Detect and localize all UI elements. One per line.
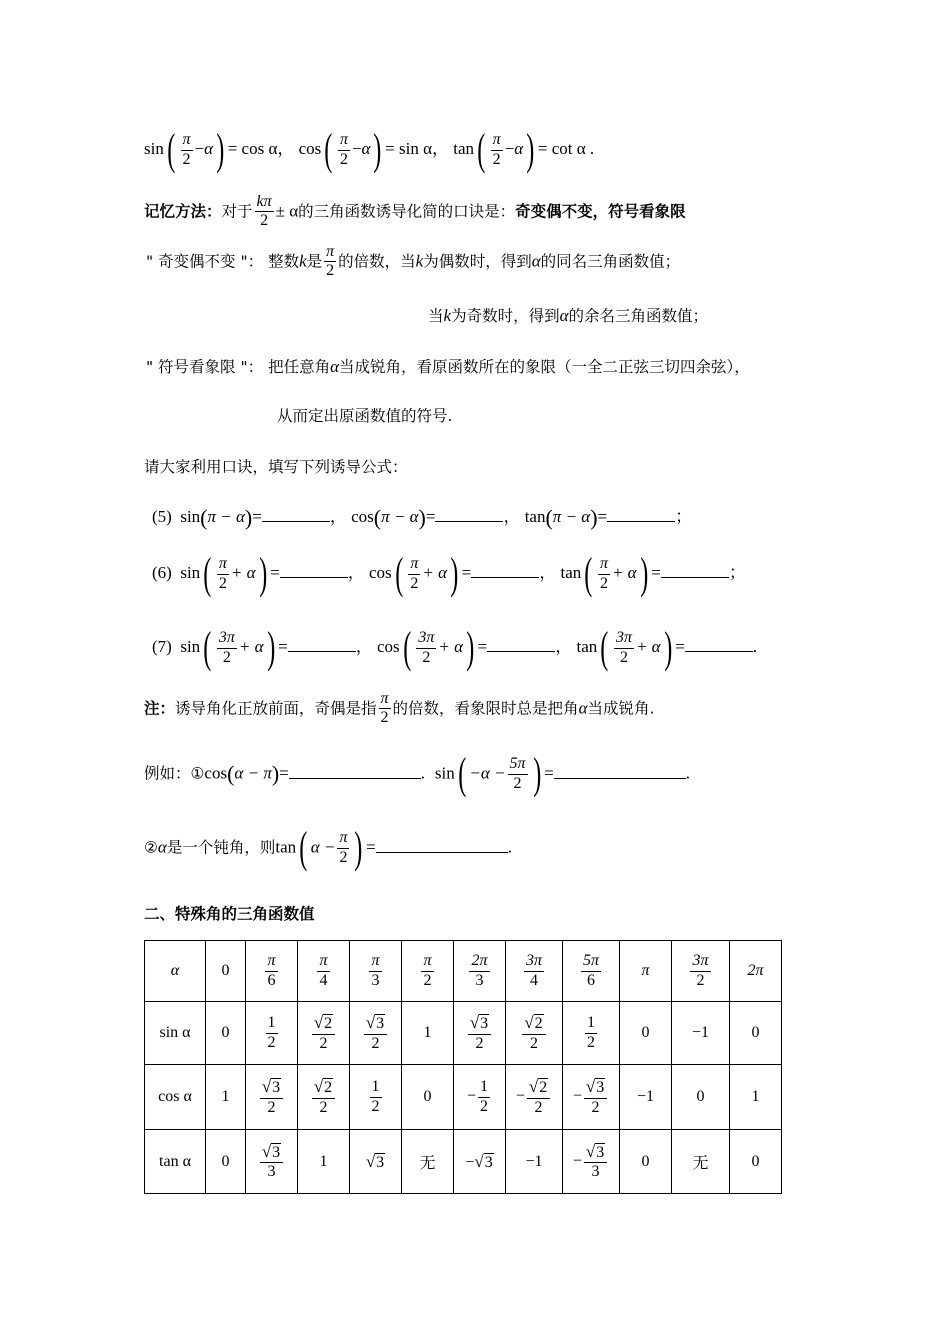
e3-blank[interactable] (376, 851, 508, 853)
table-row-cos (145, 1065, 782, 1130)
note-text3: 当成锐角. (587, 699, 655, 718)
ex6-sin: sin (180, 562, 201, 582)
cell-tan-3pi2: 无 (672, 1130, 730, 1194)
note-text1: 诱导角化正放前面，奇偶是指 (175, 699, 377, 718)
memory-text1: 对于 (221, 202, 253, 221)
cell-tan-2pi3: −√3 (454, 1130, 506, 1194)
cell-cos-pi: −1 (620, 1065, 672, 1130)
ex6-tail-3: + α (611, 562, 637, 582)
alpha-var-3: α (330, 357, 340, 376)
alpha-var-2: α (559, 306, 569, 325)
odd-even-line2 (428, 304, 950, 326)
cell-sin-2pi3: $\frac{√3}{2}$ (454, 1002, 506, 1065)
ex5-label: (5) (152, 507, 172, 526)
e3-eq: = (366, 837, 376, 857)
exercise-7: (7) sin( $\frac{3\pi}{2}$ + α) = ， cos( $\frac{3\pi}{2}$ + α) = ， tan( $\frac{3\pi}{2}$ + α) = . (152, 623, 758, 672)
e1-func: cos (204, 763, 228, 783)
e2-eq: = (544, 763, 554, 783)
ex7-cos: cos (377, 636, 400, 656)
exercise-intro: 请大家利用口诀，填写下列诱导公式： (144, 458, 408, 476)
ex7-den-1: 2 (222, 648, 231, 666)
cell-sin-pi: 0 (620, 1002, 672, 1065)
cell-h-2pi: 2π (730, 941, 782, 1002)
e2-num: 5π (508, 755, 528, 774)
table-row-sin (145, 1002, 782, 1065)
f1-rhs: = cos α (227, 138, 278, 158)
cell-cos-2pi3: − $\frac{1}{2}$ (454, 1065, 506, 1130)
memory-label: 记忆方法： (144, 202, 222, 221)
section-title: 二、特殊角的三角函数值 (144, 905, 315, 923)
f3-var: α (514, 138, 524, 158)
k-var-2: k (415, 251, 424, 271)
ex5-arg-1: π − α (207, 507, 245, 526)
note-alpha: α (578, 698, 588, 718)
ex5-cos: cos (351, 507, 374, 526)
f2-rhs: = sin α (385, 138, 432, 158)
ex6-cos: cos (369, 562, 392, 582)
example-line-1: 例如：①cos(α − π)= . sin( −α − $\frac{5\pi}{2}$ ) = . (144, 749, 691, 798)
f2-op: − (351, 138, 362, 158)
ex7-tail-2: + α (438, 636, 463, 656)
ex5-end: ； (675, 507, 693, 526)
e3-text: 是一个钝角，则 (166, 838, 276, 857)
e2-den: 2 (513, 774, 522, 792)
cell-cos-3pi2: 0 (672, 1065, 730, 1130)
ex6-blank-2[interactable] (471, 576, 539, 578)
ex7-end: . (752, 636, 758, 656)
odd-even-frac-den: 2 (326, 262, 335, 280)
e1-eq: = (279, 763, 289, 783)
ex7-blank-2[interactable] (487, 650, 555, 652)
ex7-num-1: 3π (217, 629, 237, 648)
special-angle-table (144, 940, 782, 1194)
e1-dot: . (420, 763, 426, 783)
sign-line (146, 355, 950, 377)
example-line-2: ②α是一个钝角，则tan( α − $\frac{\pi}{2}$ ) = . (144, 823, 512, 872)
sign-label: " 符号看象限 "： (146, 358, 264, 376)
intro-end: . (589, 138, 595, 158)
cell-h-2pi3: $\frac{2\pi}{3}$ (454, 941, 506, 1002)
ex7-tail-1: + α (238, 636, 264, 656)
cell-cos-pi2: 0 (402, 1065, 454, 1130)
cell-tan-pi2: 无 (402, 1130, 454, 1194)
f2-den: 2 (339, 150, 348, 168)
ex5-blank-2[interactable] (435, 520, 503, 522)
odd-even-l2b: 为奇数时，得到 (451, 307, 560, 325)
ex6-blank-3[interactable] (661, 576, 729, 578)
ex7-tan: tan (576, 636, 598, 656)
cell-sin-pi2: 1 (402, 1002, 454, 1065)
sep-2: ， (431, 138, 449, 158)
note-frac-den: 2 (380, 709, 389, 727)
cell-sin-0: 0 (206, 1002, 246, 1065)
f1-var: α (204, 138, 214, 158)
k-var-1: k (299, 251, 307, 271)
ex6-den-2: 2 (410, 574, 419, 592)
ex5-sin: sin (180, 507, 201, 526)
cell-tan-pi6: $\frac{√3}{3}$ (246, 1130, 298, 1194)
ex6-label: (6) (152, 562, 172, 582)
note-label: 注： (144, 699, 176, 718)
odd-even-line (146, 243, 950, 281)
sign-text2: 当成锐角，看原函数所在的象限（一全二正弦三切四余弦）， (339, 358, 750, 376)
memory-text2: 的三角函数诱导化简的口诀是： (298, 202, 516, 221)
cell-cos-pi6: $\frac{√3}{2}$ (246, 1065, 298, 1130)
e3-alpha: α (157, 837, 167, 857)
ex6-num-1: π (217, 555, 229, 574)
example-label: 例如： (144, 764, 191, 783)
ex7-blank-3[interactable] (685, 650, 753, 652)
intro-formulas: sin( $\frac{\pi}{2}$ −α) = cos α， cos( $\frac{\pi}{2}$ −α) = sin α， tan( $\frac{\pi}{2}$ −α) = cot α . (144, 125, 595, 174)
ex7-num-3: 3π (614, 629, 634, 648)
cell-h-0: 0 (206, 941, 246, 1002)
odd-even-text4: 为偶数时，得到 (423, 252, 532, 271)
cell-cos-label: cos α (145, 1065, 206, 1130)
memory-method (144, 193, 950, 231)
odd-even-text2: 是 (306, 252, 323, 271)
ex6-den-1: 2 (218, 574, 227, 592)
memory-pm: ± α (275, 201, 299, 221)
e2-dot: . (685, 763, 691, 783)
cell-h-pi2: $\frac{\pi}{2}$ (402, 941, 454, 1002)
ex7-den-3: 2 (619, 648, 628, 666)
f3-den: 2 (492, 150, 501, 168)
k-var-3: k (443, 306, 452, 325)
odd-even-text1: 整数 (268, 252, 300, 271)
sign-text1: 把任意角 (268, 358, 331, 376)
odd-even-text5: 的同名三角函数值； (540, 252, 681, 271)
f2-func: cos (298, 138, 322, 158)
e2-blank[interactable] (554, 777, 686, 779)
ex5-blank-3[interactable] (607, 520, 675, 522)
ex6-blank-1[interactable] (280, 576, 348, 578)
cell-cos-pi4: $\frac{√2}{2}$ (298, 1065, 350, 1130)
cell-header-alpha: α (145, 941, 206, 1002)
f3-num: π (491, 131, 503, 150)
ex6-end: ； (728, 562, 746, 582)
e1-arg: α − π (234, 763, 272, 783)
cell-tan-2pi: 0 (730, 1130, 782, 1194)
ex5-blank-1[interactable] (262, 520, 330, 522)
exercise-6: (6) sin( $\frac{\pi}{2}$ + α) = ， cos( $\frac{\pi}{2}$ + α) = ， tan( $\frac{\pi}{2}$ + α) = ； (152, 549, 746, 598)
sign-line2: 从而定出原函数值的符号. (277, 407, 453, 425)
ex5-arg-2: π − α (381, 507, 419, 526)
ex7-sin: sin (180, 636, 201, 656)
e3-num: π (337, 829, 349, 848)
e1-blank[interactable] (289, 777, 421, 779)
ex5-arg-3: π − α (552, 507, 591, 526)
ex6-tail-1: + α (230, 562, 256, 582)
odd-even-l2a: 当 (428, 307, 444, 325)
f3-op: − (504, 138, 515, 158)
odd-even-frac-num: π (324, 243, 336, 262)
odd-even-label: " 奇变偶不变 "： (146, 252, 264, 271)
circle-1: ① (190, 764, 205, 783)
f1-num: π (181, 131, 193, 150)
cell-sin-5pi6: $\frac{1}{2}$ (563, 1002, 620, 1065)
f3-func: tan (453, 138, 475, 158)
e3-func: tan (275, 837, 297, 857)
cell-h-pi: π (620, 941, 672, 1002)
e3-dot: . (507, 837, 512, 857)
cell-cos-5pi6: − $\frac{√3}{2}$ (563, 1065, 620, 1130)
memory-rule: 奇变偶不变，符号看象限 (515, 202, 686, 221)
e2-pre: −α − (469, 763, 506, 783)
circle-2: ② (144, 838, 158, 857)
ex6-den-3: 2 (599, 574, 608, 592)
ex7-blank-1[interactable] (288, 650, 356, 652)
memory-frac-num: kπ (255, 193, 274, 212)
ex7-den-2: 2 (422, 648, 431, 666)
note-line (144, 690, 950, 728)
ex6-num-2: π (408, 555, 420, 574)
table-row-tan (145, 1130, 782, 1194)
ex6-num-3: π (598, 555, 610, 574)
alpha-var-1: α (531, 251, 541, 271)
cell-sin-3pi4: $\frac{√2}{2}$ (506, 1002, 563, 1065)
f3-rhs: = cot α (537, 138, 586, 158)
cell-tan-3pi4: −1 (506, 1130, 563, 1194)
exercise-5: (5) sin(π − α)= ， cos(π − α)= ， tan(π − α)= ； (152, 505, 693, 531)
cell-tan-pi: 0 (620, 1130, 672, 1194)
f1-op: − (194, 138, 205, 158)
cell-tan-5pi6: − $\frac{√3}{3}$ (563, 1130, 620, 1194)
cell-h-pi3: $\frac{\pi}{3}$ (350, 941, 402, 1002)
memory-frac-den: 2 (260, 212, 269, 230)
table-row-header (145, 941, 782, 1002)
f1-func: sin (144, 138, 164, 158)
ex7-label: (7) (152, 636, 172, 656)
cell-cos-3pi4: − $\frac{√2}{2}$ (506, 1065, 563, 1130)
cell-cos-0: 1 (206, 1065, 246, 1130)
cell-tan-label: tan α (145, 1130, 206, 1194)
cell-sin-pi4: $\frac{√2}{2}$ (298, 1002, 350, 1065)
cell-sin-3pi2: −1 (672, 1002, 730, 1065)
f2-var: α (361, 138, 371, 158)
cell-h-5pi6: $\frac{5\pi}{6}$ (563, 941, 620, 1002)
cell-h-3pi4: $\frac{3\pi}{4}$ (506, 941, 563, 1002)
cell-tan-pi4: 1 (298, 1130, 350, 1194)
cell-sin-pi6: $\frac{1}{2}$ (246, 1002, 298, 1065)
sep-1: ， (277, 138, 295, 158)
ex6-tan: tan (560, 562, 582, 582)
cell-cos-2pi: 1 (730, 1065, 782, 1130)
ex7-tail-3: + α (635, 636, 661, 656)
note-frac-num: π (379, 690, 391, 709)
odd-even-l2c: 的余名三角函数值； (568, 307, 709, 325)
e3-pre: α − (310, 837, 336, 857)
cell-sin-2pi: 0 (730, 1002, 782, 1065)
cell-sin-pi3: $\frac{√3}{2}$ (350, 1002, 402, 1065)
ex6-tail-2: + α (422, 562, 447, 582)
note-text2: 的倍数，看象限时总是把角 (392, 699, 579, 718)
cell-tan-0: 0 (206, 1130, 246, 1194)
e2-func: sin (434, 763, 455, 783)
cell-sin-label: sin α (145, 1002, 206, 1065)
ex5-tan: tan (524, 507, 546, 526)
cell-h-3pi2: $\frac{3\pi}{2}$ (672, 941, 730, 1002)
cell-cos-pi3: $\frac{1}{2}$ (350, 1065, 402, 1130)
odd-even-text3: 的倍数，当 (338, 252, 416, 271)
ex7-num-2: 3π (416, 629, 436, 648)
cell-h-pi6: $\frac{\pi}{6}$ (246, 941, 298, 1002)
e3-den: 2 (339, 848, 348, 866)
cell-h-pi4: $\frac{\pi}{4}$ (298, 941, 350, 1002)
cell-tan-pi3: √3 (350, 1130, 402, 1194)
f1-den: 2 (182, 150, 191, 168)
f2-num: π (338, 131, 350, 150)
